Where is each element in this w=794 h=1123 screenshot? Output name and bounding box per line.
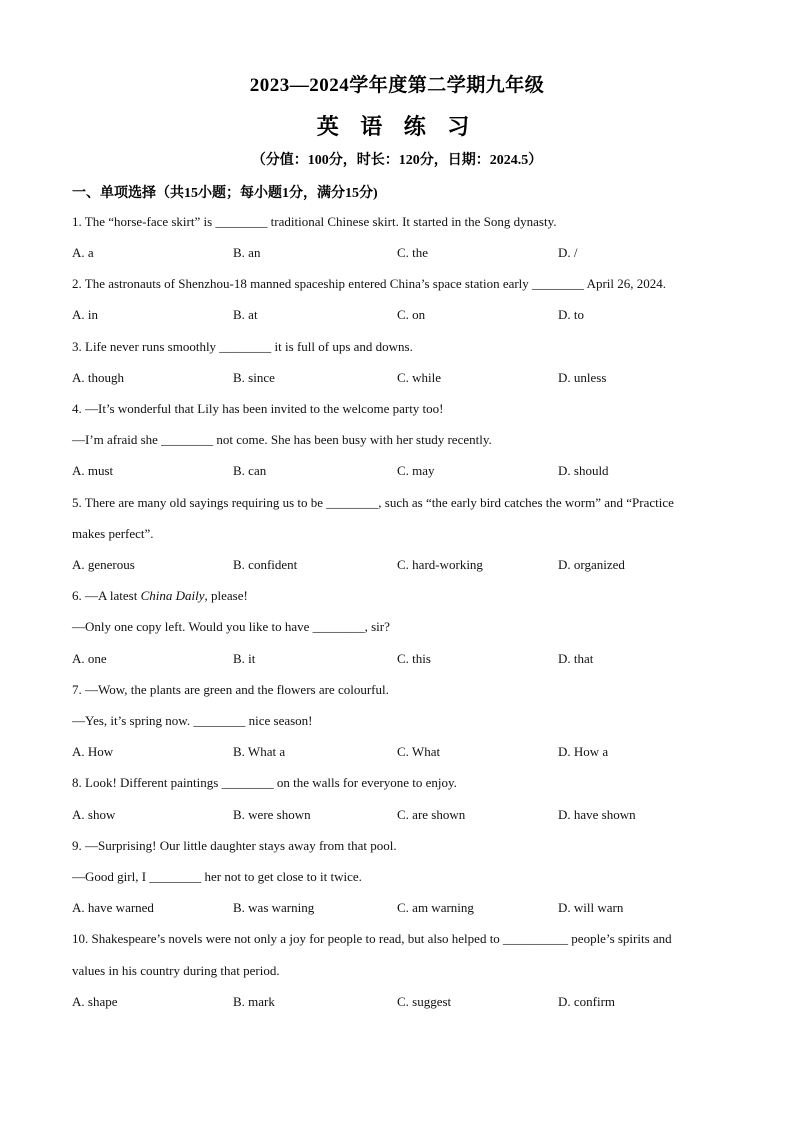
question-8-text: 8. Look! Different paintings ________ on the walls for everyone to enjoy. — [72, 775, 457, 790]
question-9-option-a: A. have warned — [72, 900, 154, 915]
question-5-text-line-1: 5. There are many old sayings requiring us to be ________, such as “the early bird catches the worm” and “Practice — [72, 495, 674, 510]
newspaper-name: China Daily — [140, 588, 205, 603]
question-4-option-b: B. can — [233, 463, 267, 478]
question-3-option-c: C. while — [397, 370, 442, 385]
question-9-option-d: D. will warn — [558, 900, 624, 915]
question-10-option-a: A. shape — [72, 994, 118, 1009]
question-8-option-b: B. were shown — [233, 807, 311, 822]
subject-title: 英 语 练 习 — [316, 114, 478, 139]
question-6-text-line-2: —Only one copy left. Would you like to have ________, sir? — [72, 619, 390, 634]
question-2-option-d: D. to — [558, 307, 584, 322]
section-heading: 一、单项选择（共15小题；每小题1分，满分15分) — [72, 186, 378, 201]
question-9-text-line-2: —Good girl, I ________ her not to get close to it twice. — [72, 869, 362, 884]
question-1-text: 1. The “horse-face skirt” is ________ traditional Chinese skirt. It started in the Song dynasty. — [72, 214, 557, 229]
question-10-option-c: C. suggest — [397, 994, 452, 1009]
question-2-option-b: B. at — [233, 307, 258, 322]
question-6-option-a: A. one — [72, 651, 107, 666]
question-6-option-b: B. it — [233, 651, 256, 666]
question-5-option-a: A. generous — [72, 557, 135, 572]
question-10-option-b: B. mark — [233, 994, 275, 1009]
question-1-option-d: D. / — [558, 245, 578, 260]
exam-info: （分值：100分，时长：120分，日期：2024.5） — [251, 153, 543, 168]
question-3-option-b: B. since — [233, 370, 275, 385]
question-7-option-a: A. How — [72, 744, 114, 759]
question-4-text-line-2: —I’m afraid she ________ not come. She has been busy with her study recently. — [72, 432, 492, 447]
question-6-option-c: C. this — [397, 651, 431, 666]
question-9-text-line-1: 9. —Surprising! Our little daughter stays away from that pool. — [72, 838, 397, 853]
question-6-prefix: 6. —A latest — [72, 588, 141, 603]
question-7-text-line-1: 7. —Wow, the plants are green and the flowers are colourful. — [72, 682, 389, 697]
question-2-option-c: C. on — [397, 307, 426, 322]
question-10-option-d: D. confirm — [558, 994, 616, 1009]
question-9-option-c: C. am warning — [397, 900, 474, 915]
question-8-option-c: C. are shown — [397, 807, 466, 822]
question-5-option-d: D. organized — [558, 557, 625, 572]
question-6-text-line-1 — [72, 587, 732, 605]
question-7-option-c: C. What — [397, 744, 441, 759]
question-2-text: 2. The astronauts of Shenzhou-18 manned spaceship entered China’s space station early ________ April 26, 2024. — [72, 276, 667, 291]
question-6-option-d: D. that — [558, 651, 594, 666]
question-6-suffix: , please! — [204, 588, 248, 603]
question-1-option-b: B. an — [233, 245, 261, 260]
question-10-text-line-2: values in his country during that period. — [72, 963, 280, 978]
question-7-option-d: D. How a — [558, 744, 609, 759]
question-1-option-a: A. a — [72, 245, 94, 260]
question-5-option-b: B. confident — [233, 557, 298, 572]
question-5-option-c: C. hard-working — [397, 557, 483, 572]
question-10-text-line-1: 10. Shakespeare’s novels were not only a joy for people to read, but also helped to __________ people’s spirits and — [72, 931, 672, 946]
question-5-text-line-2: makes perfect”. — [72, 526, 154, 541]
question-7-text-line-2: —Yes, it’s spring now. ________ nice season! — [72, 713, 313, 728]
question-8-option-a: A. show — [72, 807, 116, 822]
question-2-option-a: A. in — [72, 307, 98, 322]
question-8-option-d: D. have shown — [558, 807, 636, 822]
question-7-option-b: B. What a — [233, 744, 286, 759]
question-4-option-d: D. should — [558, 463, 609, 478]
question-3-option-a: A. though — [72, 370, 124, 385]
question-3-text: 3. Life never runs smoothly ________ it is full of ups and downs. — [72, 339, 413, 354]
question-3-option-d: D. unless — [558, 370, 607, 385]
question-9-option-b: B. was warning — [233, 900, 315, 915]
question-1-option-c: C. the — [397, 245, 429, 260]
exam-title: 2023—2024学年度第二学期九年级 — [249, 75, 545, 96]
question-4-text-line-1: 4. —It’s wonderful that Lily has been invited to the welcome party too! — [72, 401, 444, 416]
question-4-option-a: A. must — [72, 463, 114, 478]
question-4-option-c: C. may — [397, 463, 435, 478]
